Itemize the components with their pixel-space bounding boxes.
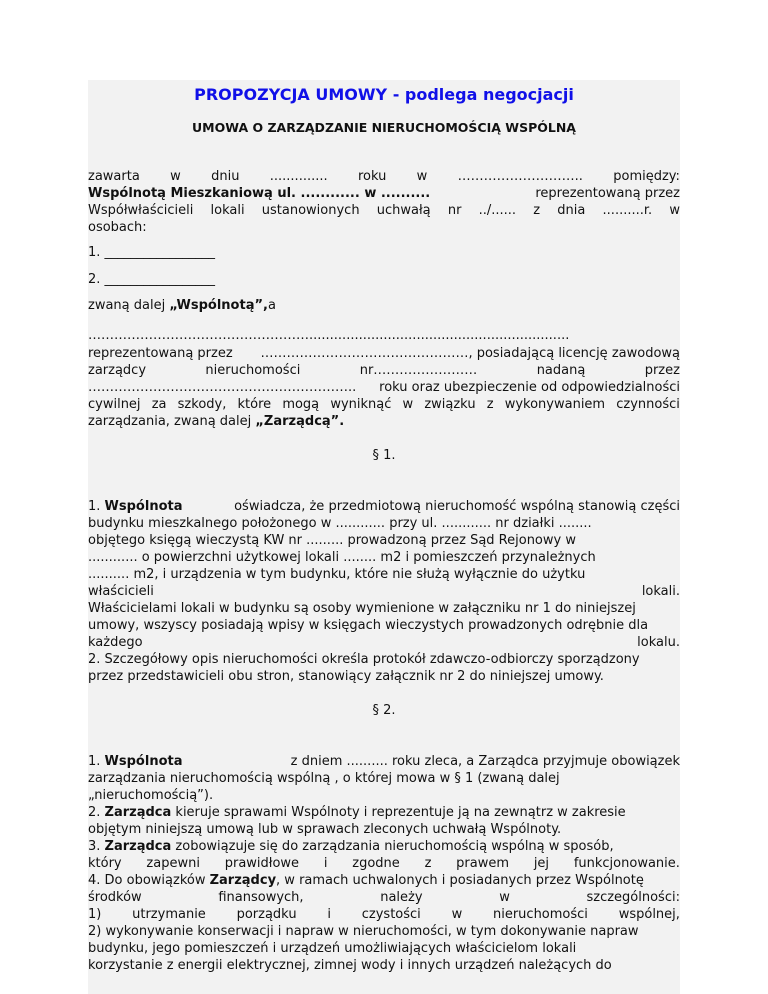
sec1-line-11: przez przedstawicieli obu stron, stanowiący załącznik nr 2 do niniejszej umowy. bbox=[88, 669, 604, 684]
sec2-line-8: 4. Do obowiązków Zarządcy, w ramach uchwalonych i posiadanych przez Wspólnotę bbox=[88, 873, 644, 888]
sec1-line-10: 2. Szczegółowy opis nieruchomości określa protokół zdawczo-odbiorczy sporządzony bbox=[88, 652, 640, 667]
manager-line-4: cywilnej za szkody, które mogą wyniknąć w związku z wykonywaniem czynności bbox=[88, 397, 680, 412]
intro-line-3: Współwłaścicieli lokali ustanowionych uchwałą nr ../...... z dnia ..........r. w bbox=[88, 203, 680, 218]
manager-definition: zarządzania, zwaną dalej „Zarządcą”. bbox=[88, 414, 345, 429]
sec1-line-3: objętego księgą wieczystą KW nr ......... prowadzoną przez Sąd Rejonowy w bbox=[88, 533, 576, 548]
sec2-line-13: korzystanie z energii elektrycznej, zimnej wody i innych urządzeń należących do bbox=[88, 958, 612, 973]
sec2-line-4: 2. Zarządca kieruje sprawami Wspólnoty i reprezentuje ją na zewnątrz w zakresie bbox=[88, 805, 626, 820]
sec2-line-9: środków finansowych, należy w szczególności: bbox=[88, 890, 680, 905]
sec1-line-4: ............ o powierzchni użytkowej lokali ........ m2 i pomieszczeń przynależnych bbox=[88, 550, 596, 565]
community-definition: zwaną dalej „Wspólnotą”,a bbox=[88, 298, 276, 313]
party-1-blank: 1. _________________ bbox=[88, 245, 216, 260]
sec2-line-10: 1) utrzymanie porządku i czystości w nieruchomości wspólnej, bbox=[88, 907, 680, 922]
sec2-line-6: 3. Zarządca zobowiązuje się do zarządzania nieruchomością wspólną w sposób, bbox=[88, 839, 614, 854]
manager-name-blank: ……………………………………………............................................................... bbox=[88, 328, 570, 343]
intro-line-1: zawarta w dniu .............. roku w ……………………….. pomiędzy: bbox=[88, 169, 680, 184]
manager-line-3: …………………………………………………….. roku oraz ubezpieczenie od odpowiedzialności bbox=[88, 380, 680, 395]
sec1-line-8: umowy, wszyscy posiadają wpisy w księgach wieczystych prowadzonych odrębnie dla bbox=[88, 618, 649, 633]
sec2-line-5: objętym niniejszą umową lub w sprawach zleconych uchwałą Wspólnoty. bbox=[88, 822, 562, 837]
sec2-line-2: zarządzania nieruchomością wspólną , o której mowa w § 1 (zwaną dalej bbox=[88, 771, 560, 786]
intro-line-2: Wspólnotą Mieszkaniową ul. ............ w .......... reprezentowaną przez bbox=[88, 186, 680, 201]
manager-line-2: zarządcy nieruchomości nr…………………… nadaną przez bbox=[88, 363, 680, 378]
sec1-line-1: 1. Wspólnota oświadcza, że przedmiotową nieruchomość wspólną stanowią części bbox=[88, 499, 680, 514]
sec2-line-11: 2) wykonywanie konserwacji i napraw w nieruchomości, w tym dokonywanie napraw bbox=[88, 924, 639, 939]
sec1-line-6: właścicieli lokali. bbox=[88, 584, 680, 599]
sec2-line-12: budynku, jego pomieszczeń i urządzeń umożliwiających właścicielom lokali bbox=[88, 941, 577, 956]
intro-line-4: osobach: bbox=[88, 220, 147, 235]
sec2-line-3: „nieruchomością”). bbox=[88, 788, 214, 803]
sec2-line-7: który zapewni prawidłowe i zgodne z prawem jej funkcjonowanie. bbox=[88, 856, 680, 871]
party-2-blank: 2. _________________ bbox=[88, 272, 216, 287]
sec1-line-2: budynku mieszkalnego położonego w ............ przy ul. ............ nr działki ........ bbox=[88, 516, 592, 531]
sec1-line-9: każdego lokalu. bbox=[88, 635, 680, 650]
document-title: PROPOZYCJA UMOWY - podlega negocjacji bbox=[194, 85, 574, 104]
sec2-line-1: 1. Wspólnota z dniem .......... roku zleca, a Zarządca przyjmuje obowiązek bbox=[88, 754, 680, 769]
sec1-line-5: .......... m2, i urządzenia w tym budynku, które nie służą wyłącznie do użytku bbox=[88, 567, 586, 582]
section-2-heading: § 2. bbox=[372, 703, 396, 718]
contract-title: UMOWA O ZARZĄDZANIE NIERUCHOMOŚCIĄ WSPÓLNĄ bbox=[192, 120, 576, 135]
sec1-line-7: Właścicielami lokali w budynku są osoby wymienione w załączniku nr 1 do niniejszej bbox=[88, 601, 636, 616]
manager-line-1: reprezentowaną przez …………………………………………, posiadającą licencję zawodową bbox=[88, 346, 680, 361]
section-1-heading: § 1. bbox=[372, 448, 396, 463]
